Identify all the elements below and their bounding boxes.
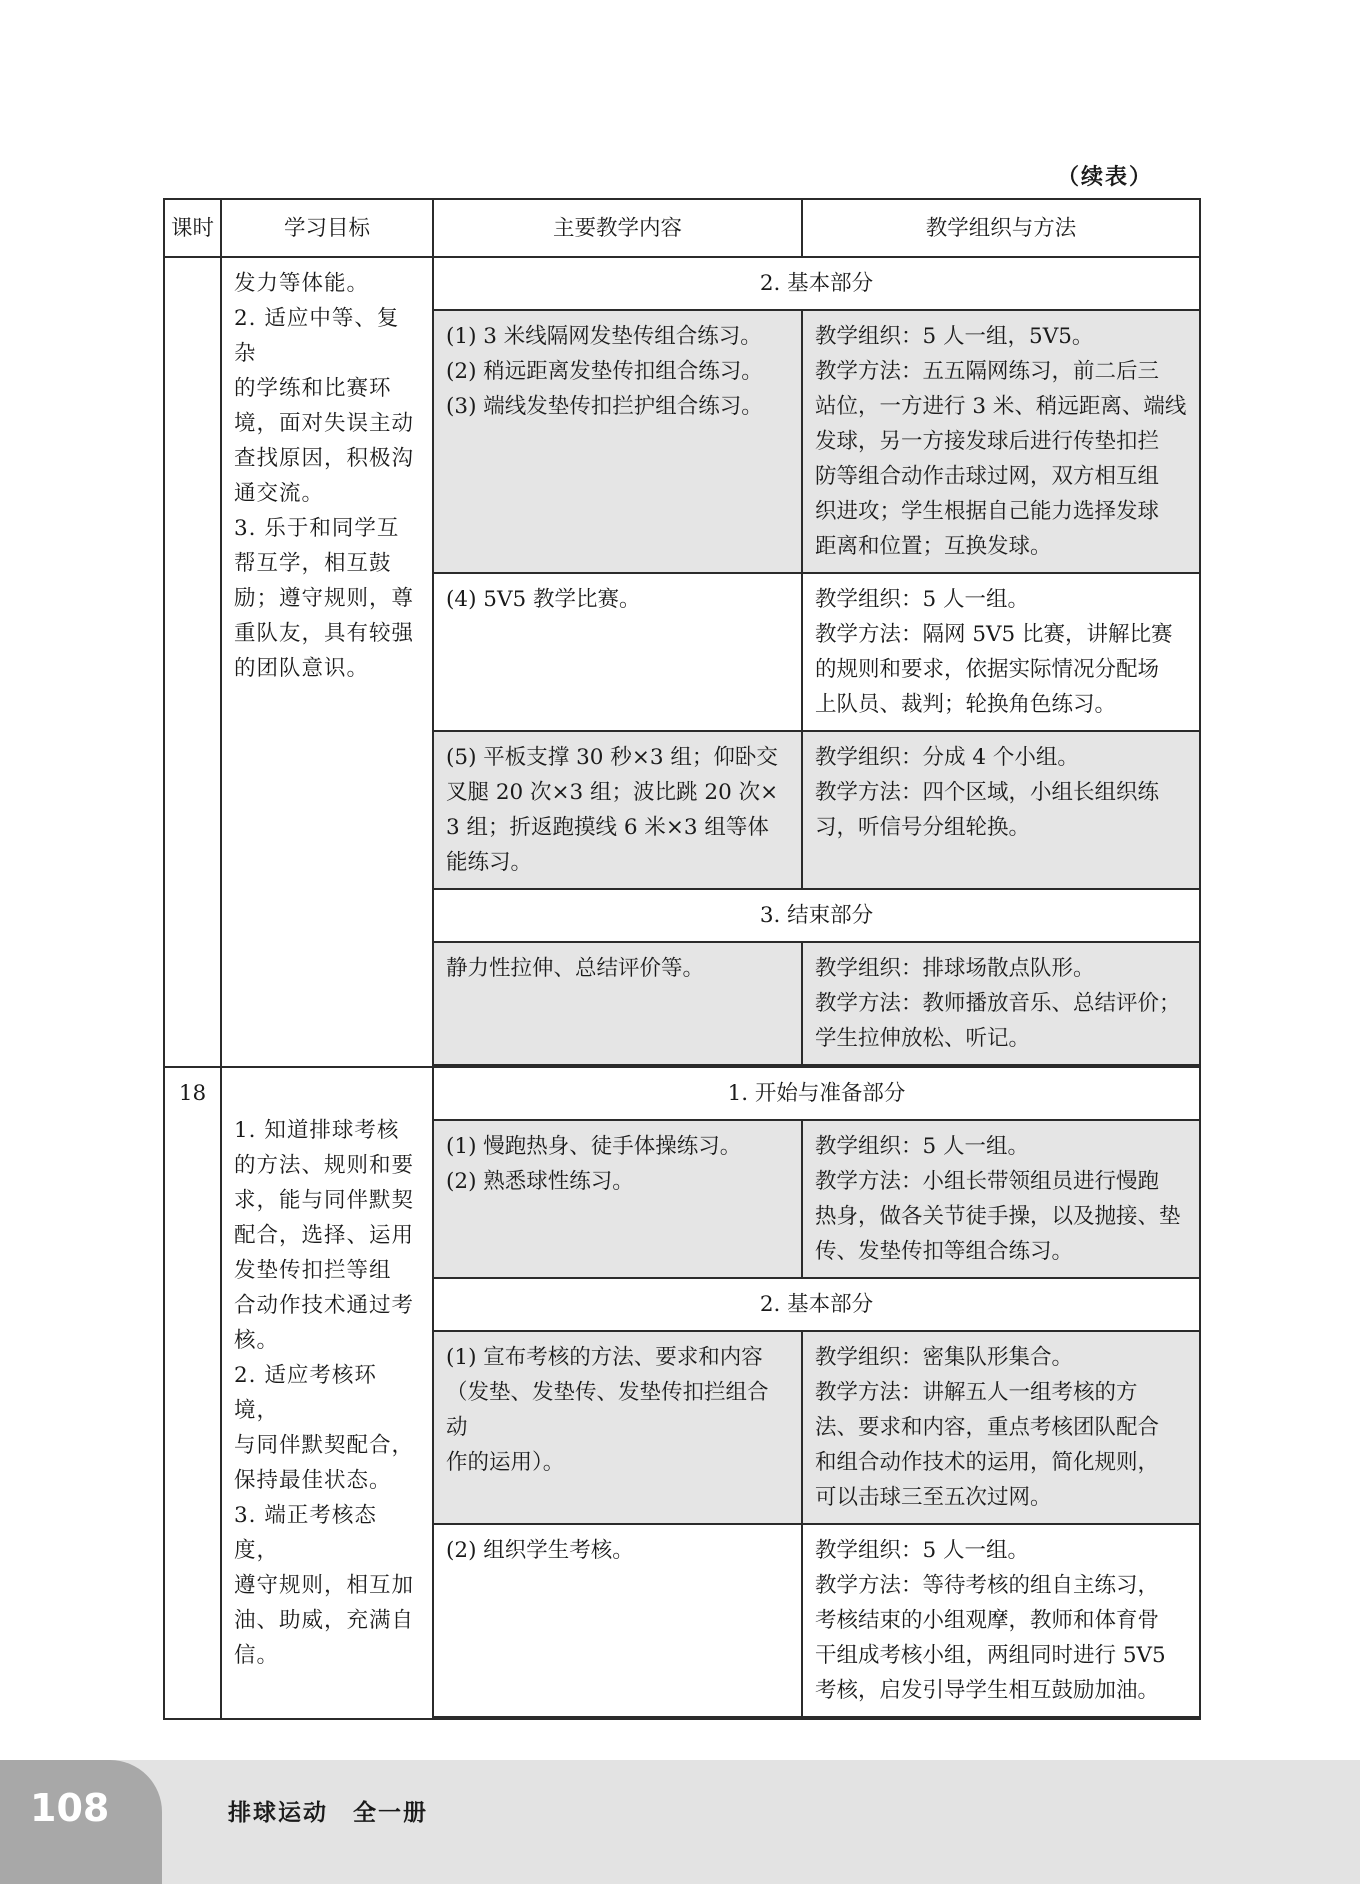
goal-line: 求，能与同伴默契 <box>234 1188 415 1213</box>
content-cell <box>433 1331 802 1524</box>
content-line: (1) 宣布考核的方法、要求和内容 <box>446 1345 763 1370</box>
spacer-cell <box>433 1717 1200 1719</box>
goal-line: 合动作技术通过考 <box>234 1293 415 1318</box>
goal-line: 重队友，具有较强 <box>234 621 415 646</box>
book-title: 排球运动 全一册 <box>228 1800 428 1826</box>
method-cell <box>802 1120 1200 1278</box>
method-line: 教学组织：5 人一组。 <box>815 1538 1030 1563</box>
section-heading: 2. 基本部分 <box>433 257 1200 310</box>
footer-band <box>0 1760 1360 1884</box>
goal-line: 的学练和比赛环 <box>234 376 392 401</box>
content-cell <box>433 573 802 731</box>
content-cell <box>433 731 802 889</box>
method-line: 防等组合动作击球过网，双方相互组 <box>815 464 1160 489</box>
table-row <box>164 1067 1200 1120</box>
goal-line: 通交流。 <box>234 481 325 506</box>
method-line: 上队员、裁判；轮换角色练习。 <box>815 692 1117 717</box>
goal-line: 境，面对失误主动 <box>234 411 415 436</box>
method-line: 教学组织：密集队形集合。 <box>815 1345 1074 1370</box>
method-line: 教学组织：5 人一组。 <box>815 587 1030 612</box>
content-line: (1) 3 米线隔网发垫传组合练习。 <box>446 324 762 349</box>
goal-line: 核。 <box>234 1328 280 1353</box>
content-line: 静力性拉伸、总结评价等。 <box>446 956 705 981</box>
content-line: 作的运用）。 <box>446 1450 565 1475</box>
method-line: 教学方法：四个区域，小组长组织练 <box>815 780 1160 805</box>
content-line: (2) 组织学生考核。 <box>446 1538 634 1563</box>
method-line: 学生拉伸放松、听记。 <box>815 1026 1031 1051</box>
method-line: 教学方法：讲解五人一组考核的方 <box>815 1380 1138 1405</box>
method-line: 传、发垫传扣等组合练习。 <box>815 1239 1074 1264</box>
content-line: (4) 5V5 教学比赛。 <box>446 587 641 612</box>
goal-line: 3. 乐于和同学互 <box>234 516 400 541</box>
method-line: 教学方法：等待考核的组自主练习， <box>815 1573 1160 1598</box>
goal-line: 遵守规则，相互加 <box>234 1573 415 1598</box>
goal-line: 油、助威，充满自信。 <box>234 1608 415 1668</box>
content-cell <box>433 1524 802 1717</box>
goal-line: 的方法、规则和要 <box>234 1153 415 1178</box>
method-line: 考核结束的小组观摩，教师和体育骨 <box>815 1608 1160 1633</box>
method-cell <box>802 1331 1200 1524</box>
content-line: 能练习。 <box>446 850 533 875</box>
method-line: 的规则和要求，依据实际情况分配场 <box>815 657 1160 682</box>
method-line: 可以击球三至五次过网。 <box>815 1485 1052 1510</box>
content-cell <box>433 942 802 1065</box>
section-heading: 1. 开始与准备部分 <box>433 1067 1200 1120</box>
method-line: 和组合动作技术的运用，简化规则， <box>815 1450 1160 1475</box>
method-cell <box>802 731 1200 889</box>
method-line: 干组成考核小组，两组同时进行 5V5 <box>815 1643 1166 1668</box>
method-cell <box>802 942 1200 1065</box>
table-row <box>164 257 1200 310</box>
content-line: (3) 端线发垫传扣拦护组合练习。 <box>446 394 763 419</box>
content-line: 叉腿 20 次×3 组；波比跳 20 次× <box>446 780 779 805</box>
header-content: 主要教学内容 <box>433 199 802 257</box>
goal-line: 2. 适应中等、复杂 <box>234 306 400 366</box>
goal-line: 发力等体能。 <box>234 271 370 296</box>
goal-line: 查找原因，积极沟 <box>234 446 415 471</box>
header-row <box>164 199 1200 257</box>
method-line: 教学组织：5 人一组。 <box>815 1134 1030 1159</box>
method-line: 热身，做各关节徒手操，以及抛接、垫 <box>815 1204 1181 1229</box>
goal-line: 2. 适应考核环境， <box>234 1363 377 1423</box>
method-cell <box>802 1524 1200 1717</box>
header-goals: 学习目标 <box>221 199 433 257</box>
method-line: 习，听信号分组轮换。 <box>815 815 1031 840</box>
goal-line: 帮互学，相互鼓 <box>234 551 392 576</box>
goal-line: 的团队意识。 <box>234 656 370 681</box>
header-period: 课时 <box>164 199 221 257</box>
method-line: 教学方法：五五隔网练习，前二后三 <box>815 359 1160 384</box>
content-line: (1) 慢跑热身、徒手体操练习。 <box>446 1134 742 1159</box>
goal-line: 与同伴默契配合， <box>234 1433 415 1458</box>
period-cell <box>164 257 221 1067</box>
goal-line: 配合，选择、运用 <box>234 1223 415 1248</box>
method-line: 教学方法：隔网 5V5 比赛，讲解比赛 <box>815 622 1173 647</box>
content-line: 3 组；折返跑摸线 6 米×3 组等体 <box>446 815 769 840</box>
goal-line: 发垫传扣拦等组 <box>234 1258 392 1283</box>
method-line: 教学组织：排球场散点队形。 <box>815 956 1095 981</box>
page-number: 108 <box>30 1786 110 1830</box>
method-line: 教学方法：教师播放音乐、总结评价； <box>815 991 1181 1016</box>
continued-label: （续表） <box>1056 165 1153 190</box>
method-line: 织进攻；学生根据自己能力选择发球 <box>815 499 1160 524</box>
lesson-plan-table <box>163 198 1201 1720</box>
method-line: 发球，另一方接发球后进行传垫扣拦 <box>815 429 1160 454</box>
period-cell: 18 <box>164 1067 221 1719</box>
goal-line: 1. 知道排球考核 <box>234 1118 400 1143</box>
method-cell <box>802 310 1200 573</box>
content-line: (2) 稍远距离发垫传扣组合练习。 <box>446 359 763 384</box>
method-line: 考核，启发引导学生相互鼓励加油。 <box>815 1678 1160 1703</box>
method-line: 站位，一方进行 3 米、稍远距离、端线 <box>815 394 1187 419</box>
method-line: 教学组织：5 人一组，5V5。 <box>815 324 1094 349</box>
header-methods: 教学组织与方法 <box>802 199 1200 257</box>
method-line: 教学方法：小组长带领组员进行慢跑 <box>815 1169 1160 1194</box>
goal-line: 3. 端正考核态度， <box>234 1503 377 1563</box>
section-heading: 3. 结束部分 <box>433 889 1200 942</box>
method-line: 教学组织：分成 4 个小组。 <box>815 745 1079 770</box>
goals-cell <box>221 1067 433 1719</box>
content-cell <box>433 1120 802 1278</box>
content-line: (2) 熟悉球性练习。 <box>446 1169 634 1194</box>
content-line: （发垫、发垫传、发垫传扣拦组合动 <box>446 1380 769 1440</box>
method-line: 距离和位置；互换发球。 <box>815 534 1052 559</box>
section-heading: 2. 基本部分 <box>433 1278 1200 1331</box>
content-line: (5) 平板支撑 30 秒×3 组；仰卧交 <box>446 745 778 770</box>
content-cell <box>433 310 802 573</box>
goals-cell <box>221 257 433 1067</box>
method-line: 法、要求和内容，重点考核团队配合 <box>815 1415 1160 1440</box>
goal-line: 励；遵守规则，尊 <box>234 586 415 611</box>
goal-line: 保持最佳状态。 <box>234 1468 392 1493</box>
method-cell <box>802 573 1200 731</box>
